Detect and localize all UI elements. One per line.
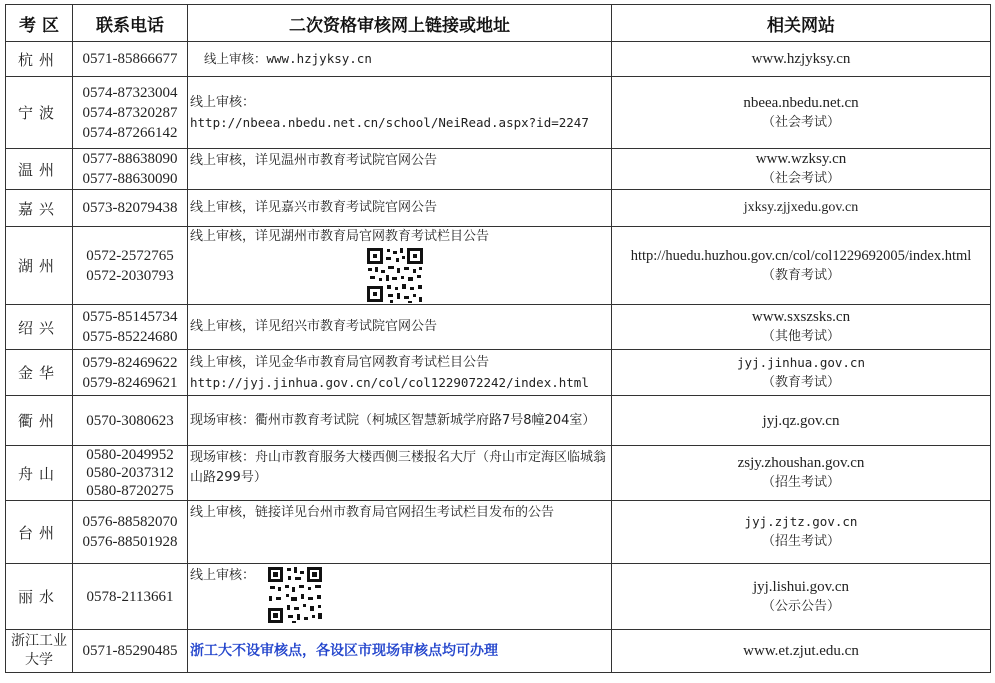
link-cell [188,190,612,227]
phone-number: 0575-85224680 [82,329,178,345]
phone-number: 0574-87266142 [82,124,178,141]
table-row [6,227,991,305]
website-link[interactable]: nbeea.nbedu.net.cn [743,94,859,111]
link-cell [188,227,612,305]
region-cell: 嘉兴 [6,190,73,227]
header-website: 相关网站 [612,5,991,42]
table-row [6,149,991,190]
link-cell [188,446,612,501]
phone-number: 0577-88638090 [82,151,178,167]
link-cell [188,42,612,77]
website-link[interactable]: www.et.zjut.edu.cn [743,643,859,659]
header-phone: 联系电话 [73,5,188,42]
website-cell [612,630,991,673]
header-link: 二次资格审核网上链接或地址 [188,5,612,42]
link-text: 线上审核： [190,568,256,583]
website-cell [612,190,991,227]
region-cell: 金华 [6,350,73,396]
region-cell: 浙江工业大学 [6,630,73,673]
phone-cell [73,350,188,396]
phone-cell [73,446,188,501]
phone-cell [73,396,188,446]
table-row [6,77,991,149]
region-cell: 丽水 [6,564,73,630]
phone-number: 0573-82079438 [82,200,178,216]
region-cell: 绍兴 [6,305,73,350]
link-text: 线上审核，详见金华市教育局官网教育考试栏目公告 [190,354,490,370]
header-region: 考 区 [6,5,73,42]
table-row [6,446,991,501]
phone-cell [73,227,188,305]
link-text: 线上审核，详见温州市教育考试院官网公告 [190,153,438,168]
link-url[interactable]: http://nbeea.nbedu.net.cn/school/NeiRead.aspx?id=2247 [190,114,589,130]
website-link[interactable]: jyj.zjtz.gov.cn [744,514,858,529]
website-link[interactable]: www.wzksy.cn [755,151,847,167]
link-text: 线上审核，详见绍兴市教育考试院官网公告 [190,319,438,334]
link-cell [188,630,612,673]
link-text: 现场审核：衢州市教育考试院（柯城区智慧新城学府路7号8幢204室） [190,412,596,428]
table-row [6,501,991,564]
website-note: （公示公告） [761,598,840,614]
website-note: （教育考试） [761,267,840,283]
website-cell [612,77,991,149]
link-text[interactable]: 线上审核：www.hzjyksy.cn [204,51,372,66]
table-row [6,350,991,396]
phone-number: 0580-2049952 [86,447,174,463]
website-link[interactable]: zsjy.zhoushan.gov.cn [737,455,865,471]
phone-number: 0576-88501928 [82,534,178,550]
phone-number: 0572-2030793 [86,267,174,284]
link-text: 线上审核，详见嘉兴市教育考试院官网公告 [190,200,438,215]
qr-code-icon [267,566,323,624]
phone-number: 0579-82469622 [82,354,178,371]
website-link[interactable]: www.sxszsks.cn [751,309,851,325]
table-row [6,564,991,630]
table-row [6,190,991,227]
website-cell [612,396,991,446]
website-cell [612,149,991,190]
website-link[interactable]: www.hzjyksy.cn [751,51,851,67]
website-note: （招生考试） [761,534,840,549]
website-note: （社会考试） [761,171,840,186]
phone-number: 0572-2572765 [86,247,174,264]
region-cell: 衢州 [6,396,73,446]
link-cell [188,350,612,396]
phone-number: 0577-88630090 [82,171,178,187]
phone-number: 0571-85290485 [82,643,178,659]
website-cell [612,446,991,501]
website-cell [612,501,991,564]
region-cell: 湖州 [6,227,73,305]
phone-number: 0574-87320287 [82,104,178,121]
table-row [6,630,991,673]
table-row [6,42,991,77]
link-cell [188,396,612,446]
website-note: （教育考试） [761,374,840,390]
phone-cell [73,564,188,630]
region-cell: 宁波 [6,77,73,149]
phone-number: 0571-85866677 [82,51,178,67]
website-cell [612,42,991,77]
exam-region-table [5,4,991,673]
website-note: （其他考试） [761,329,840,344]
link-cell [188,564,612,630]
phone-cell [73,149,188,190]
link-text: 线上审核，链接详见台州市教育局官网招生考试栏目发布的公告 [190,505,555,520]
link-cell [188,149,612,190]
website-cell [612,227,991,305]
link-text: 现场审核：舟山市教育服务大楼西侧三楼报名大厅（舟山市定海区临城翁山路299号） [190,450,607,485]
table-header-row [6,5,991,42]
website-link[interactable]: jyj.qz.gov.cn [762,412,840,429]
website-note: （招生考试） [761,475,840,490]
website-note: （社会考试） [761,114,840,130]
website-link[interactable]: jyj.jinhua.gov.cn [737,354,865,370]
notice-text: 浙工大不设审核点，各设区市现场审核点均可办理 [190,643,498,659]
link-text: 线上审核： [190,94,256,110]
phone-number: 0580-2037312 [86,465,174,481]
phone-number: 0579-82469621 [82,374,178,391]
website-cell [612,350,991,396]
website-cell [612,305,991,350]
phone-number: 0575-85145734 [82,309,178,325]
region-cell: 杭州 [6,42,73,77]
region-cell: 舟山 [6,446,73,501]
link-cell [188,305,612,350]
phone-number: 0578-2113661 [86,588,174,605]
website-cell [612,564,991,630]
link-cell [188,77,612,149]
link-url[interactable]: http://jyj.jinhua.gov.cn/col/col1229072242/index.html [190,374,589,390]
website-link[interactable]: jxksy.zjjxedu.gov.cn [743,200,859,215]
region-cell: 台州 [6,501,73,564]
website-link[interactable]: http://huedu.huzhou.gov.cn/col/col1229692005/index.html [630,247,972,264]
website-link[interactable]: jyj.lishui.gov.cn [752,578,850,595]
table-row [6,396,991,446]
phone-cell [73,77,188,149]
link-text: 线上审核，详见湖州市教育局官网教育考试栏目公告 [190,229,490,244]
phone-cell [73,190,188,227]
phone-number: 0576-88582070 [82,514,178,530]
phone-cell [73,305,188,350]
phone-cell [73,630,188,673]
phone-number: 0580-8720275 [86,483,174,499]
phone-cell [73,42,188,77]
phone-number: 0570-3080623 [86,412,174,429]
link-cell [188,501,612,564]
table-row [6,305,991,350]
phone-number: 0574-87323004 [82,84,178,101]
phone-cell [73,501,188,564]
qr-code-icon [366,247,424,303]
region-cell: 温州 [6,149,73,190]
